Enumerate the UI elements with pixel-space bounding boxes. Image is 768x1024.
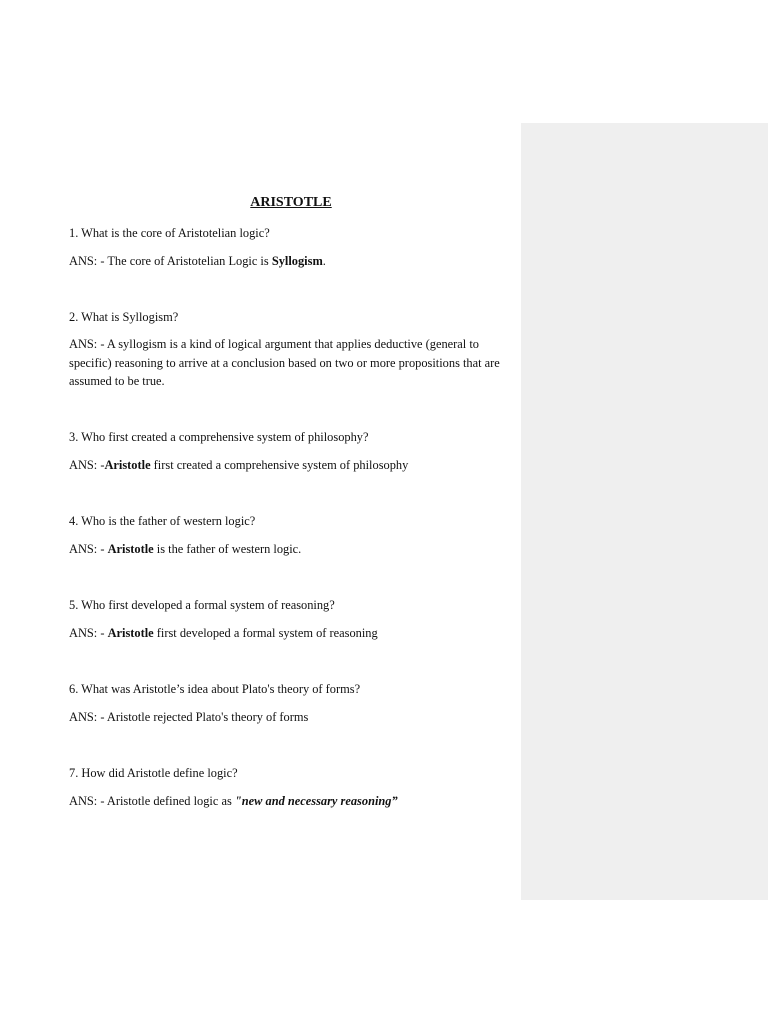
question-3: 3. Who first created a comprehensive system of philosophy? xyxy=(69,430,369,444)
answer-3 xyxy=(69,456,515,475)
answer-7 xyxy=(69,792,515,811)
answer-2-text: ANS: - A syllogism is a kind of logical argument that applies deductive (general to specific) reasoning to arrive at a conclusion based on two or more propositions that are assumed to be true. xyxy=(69,337,500,388)
comment-pane xyxy=(521,123,768,900)
answer-5-text: ANS: - xyxy=(69,626,108,640)
answer-5-tail: first developed a formal system of reasoning xyxy=(153,626,378,640)
question-1: 1. What is the core of Aristotelian logic? xyxy=(69,226,270,240)
question-2: 2. What is Syllogism? xyxy=(69,310,179,324)
answer-7-emphasis: "new and necessary reasoning” xyxy=(234,794,398,808)
answer-5-emphasis: Aristotle xyxy=(107,626,154,640)
question-7: 7. How did Aristotle define logic? xyxy=(69,766,238,780)
answer-4 xyxy=(69,540,515,559)
document-title: ARISTOTLE xyxy=(250,195,332,210)
answer-7-text: ANS: - Aristotle defined logic as xyxy=(69,794,235,808)
question-6: 6. What was Aristotle’s idea about Plato's theory of forms? xyxy=(69,682,361,696)
answer-1-text: ANS: - The core of Aristotelian Logic is xyxy=(69,254,272,268)
question-4: 4. Who is the father of western logic? xyxy=(69,514,256,528)
answer-4-emphasis: Aristotle xyxy=(107,542,154,556)
answer-6 xyxy=(69,708,515,727)
answer-1-emphasis: Syllogism xyxy=(271,254,323,268)
answer-4-text: ANS: - xyxy=(69,542,108,556)
answer-3-tail: first created a comprehensive system of philosophy xyxy=(150,458,409,472)
answer-1 xyxy=(69,252,515,271)
answer-1-tail: . xyxy=(322,254,326,268)
answer-6-text: ANS: - Aristotle rejected Plato's theory of forms xyxy=(69,710,309,724)
answer-2 xyxy=(69,335,515,391)
answer-5 xyxy=(69,624,515,643)
answer-4-tail: is the father of western logic. xyxy=(153,542,302,556)
question-5: 5. Who first developed a formal system of reasoning? xyxy=(69,598,335,612)
answer-3-text: ANS: - xyxy=(69,458,105,472)
answer-3-emphasis: Aristotle xyxy=(104,458,151,472)
